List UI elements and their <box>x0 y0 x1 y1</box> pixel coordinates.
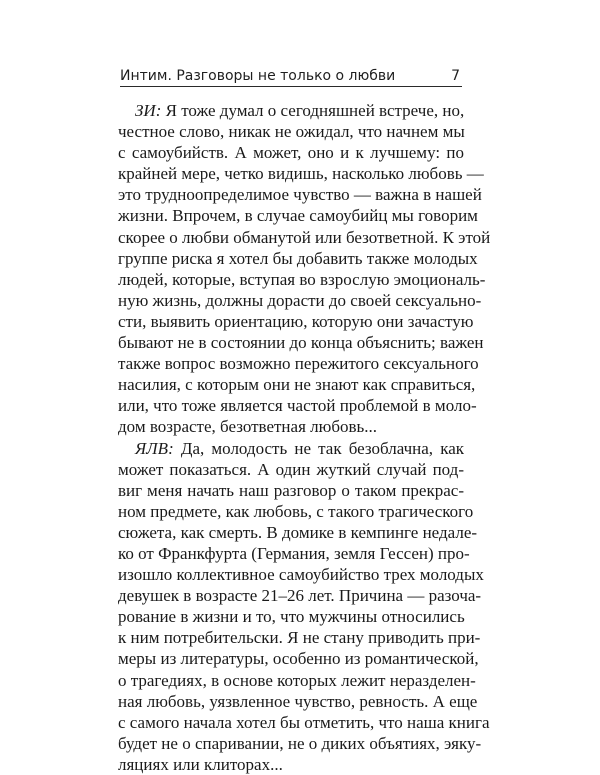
page-number: 7 <box>451 68 460 84</box>
text-line: ко от Франкфурта (Германия, земля Гессен) про- <box>118 543 464 564</box>
text-line: насилия, с которым они не знают как справиться, <box>118 374 464 395</box>
text-line: меры из литературы, особенно из романтической, <box>118 648 464 669</box>
text-line: о трагедиях, в основе которых лежит неразделен- <box>118 670 464 691</box>
text-line: группе риска я хотел бы добавить также молодых <box>118 248 464 269</box>
text-line: крайней мере, четко видишь, насколько любовь — <box>118 163 464 184</box>
running-head <box>120 64 462 87</box>
paragraph-ylv <box>118 438 464 775</box>
text-line: ном предмете, как любовь, с такого трагического <box>118 501 464 522</box>
text-line: ЗИ: Я тоже думал о сегодняшней встрече, но, <box>118 100 464 121</box>
text-line: жизни. Впрочем, в случае самоубийц мы говорим <box>118 205 464 226</box>
text-line: с самого начала хотел бы отметить, что наша книга <box>118 712 464 733</box>
text-line: честное слово, никак не ожидал, что начнем мы <box>118 121 464 142</box>
paragraph-zi <box>118 100 464 438</box>
text-line: сти, выявить ориентацию, которую они зачастую <box>118 311 464 332</box>
text-line: может показаться. А один жуткий случай под- <box>118 459 464 480</box>
text-line: ляциях или клиторах... <box>118 754 464 775</box>
text-line: также вопрос возможно пережитого сексуального <box>118 353 464 374</box>
text-line: дом возрасте, безответная любовь... <box>118 416 464 437</box>
speaker-label: ЗИ: <box>135 101 161 120</box>
text-line: с самоубийств. А может, оно и к лучшему: по <box>118 142 464 163</box>
text-line: ная любовь, уязвленное чувство, ревность. А еще <box>118 691 464 712</box>
text-line: людей, которые, вступая во взрослую эмоциональ- <box>118 269 464 290</box>
text-line: скорее о любви обманутой или безответной. К этой <box>118 227 464 248</box>
text-line: девушек в возрасте 21–26 лет. Причина — разоча- <box>118 585 464 606</box>
text-line: рование в жизни и то, что мужчины относились <box>118 606 464 627</box>
text-line: ную жизнь, должны дорасти до своей сексуально- <box>118 290 464 311</box>
text-line: бывают не в состоянии до конца объяснить; важен <box>118 332 464 353</box>
text-line: или, что тоже является частой проблемой в моло- <box>118 395 464 416</box>
text-line: будет не о спаривании, не о диких объятиях, эяку- <box>118 733 464 754</box>
text-line: это трудноопределимое чувство — важна в нашей <box>118 184 464 205</box>
text-line: ЯЛВ: Да, молодость не так безоблачна, как <box>118 438 464 459</box>
text-line: к ним потребительски. Я не стану приводить при- <box>118 627 464 648</box>
text-line: сюжета, как смерть. В домике в кемпинге недале- <box>118 522 464 543</box>
body-text <box>118 100 464 775</box>
running-title: Интим. Разговоры не только о любви <box>120 68 395 84</box>
text-line: изошло коллективное самоубийство трех молодых <box>118 564 464 585</box>
speaker-label: ЯЛВ: <box>135 439 174 458</box>
text-line: виг меня начать наш разговор о таком прекрас- <box>118 480 464 501</box>
